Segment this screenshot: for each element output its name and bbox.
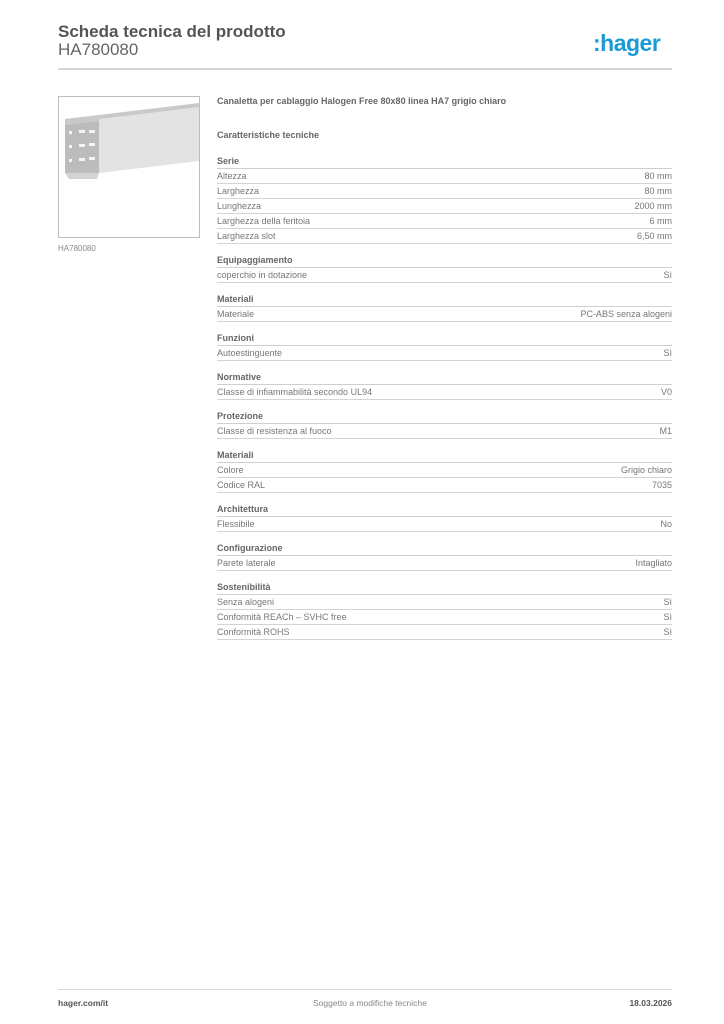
footer-divider bbox=[58, 989, 672, 990]
spec-row bbox=[217, 214, 672, 229]
spec-value: 2000 mm bbox=[634, 201, 672, 211]
spec-row bbox=[217, 424, 672, 439]
hager-logo: :hager bbox=[593, 30, 661, 56]
spec-label: Altezza bbox=[217, 171, 247, 181]
spec-value: Grigio chiaro bbox=[620, 465, 672, 475]
product-image bbox=[58, 96, 200, 238]
group-title: Equipaggiamento bbox=[217, 254, 672, 268]
spec-row bbox=[217, 199, 672, 214]
spec-group-architettura bbox=[217, 503, 672, 532]
spec-value: V0 bbox=[660, 387, 672, 397]
spec-group-normative bbox=[217, 371, 672, 400]
spec-row bbox=[217, 307, 672, 322]
spec-row bbox=[217, 268, 672, 283]
spec-label: Classe di infiammabilità secondo UL94 bbox=[217, 387, 373, 397]
spec-value: 6 mm bbox=[649, 216, 672, 226]
page-title: Scheda tecnica del prodotto bbox=[58, 22, 286, 41]
spec-label: Larghezza bbox=[217, 186, 260, 196]
group-title: Sostenibilità bbox=[217, 581, 672, 595]
spec-row bbox=[217, 184, 672, 199]
spec-row bbox=[217, 556, 672, 571]
spec-value: Sì bbox=[663, 627, 672, 637]
spec-value: Sì bbox=[663, 270, 672, 280]
spec-row bbox=[217, 625, 672, 640]
spec-label: Parete laterale bbox=[217, 558, 276, 568]
spec-group-materiali-colore bbox=[217, 449, 672, 493]
footer-notice: Soggetto a modifiche tecniche bbox=[313, 998, 427, 1008]
spec-group-materiali bbox=[217, 293, 672, 322]
spec-row bbox=[217, 517, 672, 532]
spec-row bbox=[217, 610, 672, 625]
spec-label: Autoestinguente bbox=[217, 348, 283, 358]
spec-group-configurazione bbox=[217, 542, 672, 571]
spec-value: 80 mm bbox=[644, 186, 672, 196]
spec-row bbox=[217, 478, 672, 493]
product-code: HA780080 bbox=[58, 40, 139, 59]
spec-label: Lunghezza bbox=[217, 201, 262, 211]
group-title: Protezione bbox=[217, 410, 672, 424]
spec-label: Materiale bbox=[217, 309, 255, 319]
spec-group-sostenibilita bbox=[217, 581, 672, 640]
spec-group-equipaggiamento bbox=[217, 254, 672, 283]
spec-group-serie bbox=[217, 155, 672, 244]
group-title: Materiali bbox=[217, 449, 672, 463]
spec-row bbox=[217, 385, 672, 400]
header-divider bbox=[58, 68, 672, 70]
spec-label: Larghezza slot bbox=[217, 231, 276, 241]
group-title: Serie bbox=[217, 155, 672, 169]
footer-date: 18.03.2026 bbox=[629, 998, 672, 1008]
footer-website-link[interactable]: hager.com/it bbox=[58, 998, 109, 1008]
spec-value: 7035 bbox=[651, 480, 672, 490]
cable-duct-icon bbox=[59, 97, 199, 237]
spec-value: No bbox=[660, 519, 672, 529]
spec-value: Intagliato bbox=[635, 558, 672, 568]
spec-value: 80 mm bbox=[644, 171, 672, 181]
spec-group-funzioni bbox=[217, 332, 672, 361]
group-title: Configurazione bbox=[217, 542, 672, 556]
spec-row bbox=[217, 463, 672, 478]
spec-row bbox=[217, 346, 672, 361]
spec-label: Codice RAL bbox=[217, 480, 266, 490]
spec-row bbox=[217, 229, 672, 244]
spec-label: Conformità REACh – SVHC free bbox=[217, 612, 347, 622]
spec-label: Classe di resistenza al fuoco bbox=[217, 426, 332, 436]
spec-label: Senza alogeni bbox=[217, 597, 275, 607]
spec-label: Colore bbox=[217, 465, 244, 475]
group-title: Normative bbox=[217, 371, 672, 385]
spec-label: Flessibile bbox=[217, 519, 255, 529]
group-title: Architettura bbox=[217, 503, 672, 517]
spec-label: Larghezza della feritoia bbox=[217, 216, 311, 226]
specs-table bbox=[217, 155, 672, 650]
spec-value: M1 bbox=[659, 426, 672, 436]
group-title: Materiali bbox=[217, 293, 672, 307]
group-title: Funzioni bbox=[217, 332, 672, 346]
spec-value: PC-ABS senza alogeni bbox=[580, 309, 672, 319]
spec-value: Sì bbox=[663, 348, 672, 358]
spec-label: Conformità ROHS bbox=[217, 627, 290, 637]
spec-label: coperchio in dotazione bbox=[217, 270, 308, 280]
spec-row bbox=[217, 595, 672, 610]
spec-value: Sì bbox=[663, 597, 672, 607]
spec-value: 6,50 mm bbox=[636, 231, 672, 241]
spec-value: Sì bbox=[663, 612, 672, 622]
spec-group-protezione bbox=[217, 410, 672, 439]
section-title: Caratteristiche tecniche bbox=[217, 130, 320, 140]
spec-row bbox=[217, 169, 672, 184]
image-caption: HA780080 bbox=[58, 244, 96, 253]
product-description: Canaletta per cablaggio Halogen Free 80x80 linea HA7 grigio chiaro bbox=[217, 96, 507, 106]
